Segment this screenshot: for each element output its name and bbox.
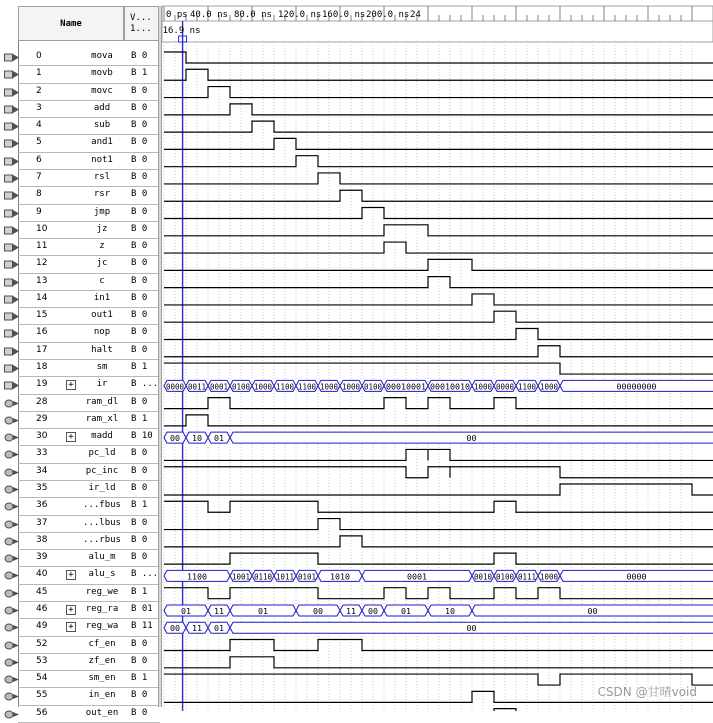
bus-value-label: 00010010 [430, 382, 471, 392]
output-pin-icon [4, 502, 18, 510]
signal-name: zf_en [88, 655, 116, 666]
input-pin-icon [4, 329, 18, 337]
waveform-trace [164, 449, 713, 460]
signal-name: rsr [93, 189, 111, 200]
signal-value: B 0 [131, 275, 148, 286]
output-bus-icon [4, 606, 18, 614]
signal-index: 54 [36, 673, 48, 684]
output-pin-icon [4, 554, 18, 562]
name-column-header[interactable] [18, 6, 124, 41]
signal-value: B ... [131, 569, 159, 580]
bus-value-label: 0000 [496, 382, 515, 392]
output-pin-icon [4, 399, 18, 407]
signal-value: B 0 [131, 85, 148, 96]
input-pin-icon [4, 53, 18, 61]
signal-name: in1 [93, 292, 111, 303]
signal-index: 1 [36, 68, 42, 79]
signal-index: 6 [36, 154, 42, 165]
signal-value: B 0 [131, 102, 148, 113]
signal-index: 35 [36, 483, 48, 493]
signal-index: 4 [36, 120, 42, 131]
input-pin-icon [4, 226, 18, 234]
output-bus-icon [4, 571, 18, 579]
input-bus-icon [4, 381, 18, 389]
bus-value-label: 00000000 [616, 382, 657, 392]
signal-name: in_en [88, 690, 116, 701]
bus-value-label: 0111 [518, 572, 537, 582]
signal-row[interactable] [0, 395, 163, 412]
signal-name: reg_wa [85, 621, 119, 632]
signal-index: 10 [36, 223, 48, 234]
signal-index: 55 [36, 690, 48, 701]
signal-name: ...lbus [83, 517, 121, 528]
time-tick-label: 160.0 ns [322, 10, 366, 20]
signal-name: ir_ld [88, 483, 116, 493]
signal-row[interactable] [0, 429, 163, 446]
signal-row[interactable] [0, 671, 163, 688]
signal-row[interactable] [0, 118, 163, 135]
output-pin-icon [4, 450, 18, 458]
signal-name: not1 [91, 154, 113, 165]
signal-index: 8 [36, 189, 42, 200]
signal-row[interactable] [0, 654, 163, 671]
signal-name: sm_en [88, 673, 116, 684]
signal-index: 14 [36, 292, 48, 303]
signal-row[interactable] [0, 533, 163, 550]
signal-row[interactable] [0, 308, 163, 325]
bus-value-label: 00 [466, 624, 477, 634]
bus-value-label: 0101 [298, 572, 317, 582]
waveform-trace [164, 87, 713, 98]
signal-row[interactable] [0, 619, 163, 636]
value-header-label-line2: 1... [130, 24, 152, 34]
signal-value: B 0 [131, 292, 148, 303]
expand-plus-icon[interactable]: + [66, 432, 76, 442]
signal-index: 7 [36, 171, 42, 182]
signal-name: ...fbus [83, 500, 121, 511]
signal-value: B 0 [131, 171, 148, 182]
signal-row[interactable] [0, 498, 163, 515]
signal-index: 9 [36, 206, 42, 217]
input-pin-icon [4, 347, 18, 355]
signal-row[interactable] [0, 256, 163, 273]
time-tick-label: 120.0 ns [278, 10, 322, 20]
signal-row[interactable] [0, 446, 163, 463]
bus-value-label: 10 [445, 606, 456, 616]
time-tick-label: 0 ps [166, 10, 188, 20]
signal-value: B 0 [131, 154, 148, 165]
output-bus-icon [4, 433, 18, 441]
signal-value: B 0 [131, 655, 148, 666]
signal-name: pc_inc [85, 465, 119, 476]
input-pin-icon [4, 70, 18, 78]
signal-index: 19 [36, 379, 48, 390]
bus-value-label: 00 [313, 606, 324, 616]
bus-value-label: 11 [192, 624, 203, 634]
signal-row[interactable] [0, 49, 163, 66]
expand-plus-icon[interactable]: + [66, 605, 76, 615]
bus-value-label: 01 [214, 624, 225, 634]
signal-value: B 1 [131, 673, 148, 684]
signal-index: 34 [36, 465, 48, 476]
signal-index: 29 [36, 413, 48, 424]
cursor-time-label: 16.9 ns [162, 26, 201, 36]
signal-name: madd [91, 431, 113, 442]
signal-name: alu_m [88, 552, 116, 563]
signal-index: 37 [36, 517, 48, 528]
signal-name: reg_we [85, 586, 119, 597]
bus-value-label: 1100 [187, 572, 208, 582]
signal-value: B 0 [131, 483, 148, 493]
signal-name: jz [96, 223, 108, 234]
bus-value-label: 1000 [540, 382, 559, 392]
input-pin-icon [4, 105, 18, 113]
signal-value: B 0 [131, 258, 148, 269]
signal-index: 17 [36, 344, 48, 355]
input-pin-icon [4, 157, 18, 165]
signal-row[interactable] [0, 222, 163, 239]
waveform-trace [164, 519, 713, 530]
bus-value-label: 1000 [254, 382, 273, 392]
signal-index: 49 [36, 621, 48, 632]
bus-value-label: 1100 [276, 382, 295, 392]
signal-name: ir [96, 379, 108, 390]
output-pin-icon [4, 692, 18, 700]
signal-value: B 0 [131, 120, 148, 131]
signal-name: alu_s [88, 569, 116, 580]
signal-index: 45 [36, 586, 48, 597]
signal-index: 52 [36, 638, 48, 649]
signal-index: 16 [36, 327, 48, 338]
value-header-label-line1: V... [130, 13, 152, 23]
signal-row[interactable] [0, 464, 163, 481]
output-pin-icon [4, 675, 18, 683]
signal-value: B 0 [131, 517, 148, 528]
signal-row[interactable] [0, 412, 163, 429]
signal-value: B 0 [131, 552, 148, 563]
signal-row[interactable] [0, 688, 163, 705]
output-pin-icon [4, 520, 18, 528]
signal-value: B 0 [131, 344, 148, 355]
signal-index: 2 [36, 85, 42, 96]
input-pin-icon [4, 174, 18, 182]
signal-name: z [99, 241, 105, 252]
input-pin-icon [4, 122, 18, 130]
bus-value-label: 1011 [276, 572, 295, 582]
signal-index: 39 [36, 552, 48, 563]
signal-row[interactable] [0, 602, 163, 619]
signal-index: 56 [36, 707, 48, 718]
signal-name: and1 [91, 137, 113, 148]
signal-row[interactable] [0, 135, 163, 152]
signal-row[interactable] [0, 101, 163, 118]
signal-row[interactable] [0, 343, 163, 360]
signal-name: movb [91, 68, 113, 79]
signal-name: jc [96, 258, 108, 269]
output-pin-icon [4, 485, 18, 493]
time-tick-label: 24 [410, 10, 421, 20]
signal-index: 15 [36, 310, 48, 321]
signal-value: B 0 [131, 396, 148, 407]
expand-plus-icon[interactable]: + [66, 380, 76, 390]
bus-value-label: 1010 [330, 572, 351, 582]
signal-index: 33 [36, 448, 48, 459]
signal-name: sub [93, 120, 111, 131]
signal-name: out1 [91, 310, 113, 321]
time-tick-label: 200.0 ns [366, 10, 410, 20]
signal-index: 0 [36, 51, 42, 61]
signal-value: B 0 [131, 137, 148, 148]
signal-name: halt [91, 344, 113, 355]
signal-name: ram_xl [85, 413, 119, 424]
signal-index: 46 [36, 603, 48, 614]
bus-value-label: 11 [214, 606, 225, 616]
bus-value-label: 1100 [518, 382, 537, 392]
signal-row[interactable] [0, 567, 163, 584]
signal-value: B 0 [131, 327, 148, 338]
bus-value-label: 0001 [407, 572, 428, 582]
signal-index: 3 [36, 102, 42, 113]
bus-value-label: 00 [368, 606, 379, 616]
bus-value-label: 1000 [320, 382, 339, 392]
signal-value: B 1 [131, 68, 148, 79]
waveform-viewer[interactable] [162, 0, 713, 711]
bus-value-label: 0010 [474, 572, 493, 582]
signal-value: B 0 [131, 534, 148, 545]
signal-index: 18 [36, 362, 48, 373]
signal-index: 13 [36, 275, 48, 286]
bus-value-label: 01 [214, 434, 225, 444]
signal-value: B 0 [131, 448, 148, 459]
bus-value-label: 11 [346, 606, 357, 616]
input-pin-icon [4, 260, 18, 268]
bus-value-label: 01 [401, 606, 412, 616]
signal-value: B 1 [131, 586, 148, 597]
expand-plus-icon[interactable]: + [66, 622, 76, 632]
signal-value: B 0 [131, 310, 148, 321]
signal-index: 53 [36, 655, 48, 666]
output-pin-icon [4, 641, 18, 649]
output-pin-icon [4, 416, 18, 424]
signal-value: B 01 [131, 603, 153, 614]
watermark-text: CSDN @甘晴void [597, 685, 697, 699]
output-bus-icon [4, 623, 18, 631]
output-pin-icon [4, 468, 18, 476]
signal-index: 28 [36, 396, 48, 407]
bus-value-label: 1100 [298, 382, 317, 392]
bus-value-label: 0001 [210, 382, 229, 392]
signal-value: B 0 [131, 707, 148, 718]
bus-value-label: 0100 [232, 382, 251, 392]
bus-value-label: 0100 [364, 382, 383, 392]
signal-row[interactable] [0, 187, 163, 204]
input-pin-icon [4, 139, 18, 147]
signal-name: sm [96, 362, 108, 373]
signal-index: 30 [36, 431, 48, 442]
signal-index: 38 [36, 534, 48, 545]
signal-row[interactable] [0, 291, 163, 308]
bus-value-label: 00010001 [386, 382, 427, 392]
bus-value-label: 1000 [474, 382, 493, 392]
signal-index: 11 [36, 241, 48, 252]
input-pin-icon [4, 88, 18, 96]
bus-value-label: 1000 [540, 572, 559, 582]
bus-value-label: 1001 [232, 572, 251, 582]
signal-row[interactable] [0, 637, 163, 654]
input-pin-icon [4, 243, 18, 251]
signal-row[interactable] [0, 360, 163, 377]
signal-name: c [99, 275, 105, 286]
signal-value: B 10 [131, 431, 153, 442]
signal-name: rsl [93, 171, 111, 182]
output-pin-icon [4, 658, 18, 666]
bus-value-label: 00 [170, 624, 181, 634]
bus-value-label: 00 [170, 434, 181, 444]
signal-value: B 11 [131, 621, 153, 632]
signal-row[interactable] [0, 205, 163, 222]
bus-value-label: 01 [181, 606, 192, 616]
bus-value-label: 01 [258, 606, 269, 616]
signal-name: ram_dl [85, 396, 119, 407]
time-tick-label: 40.0 ns [190, 10, 228, 20]
signal-row[interactable] [0, 325, 163, 342]
signal-index: 12 [36, 258, 48, 269]
input-pin-icon [4, 364, 18, 372]
signal-row[interactable] [0, 170, 163, 187]
signal-row[interactable] [0, 274, 163, 291]
signal-row[interactable] [0, 481, 163, 498]
signal-row[interactable] [0, 239, 163, 256]
signal-name: ...rbus [83, 534, 121, 545]
signal-name: jmp [93, 206, 111, 217]
signal-row[interactable] [0, 84, 163, 101]
bus-value-label: 1000 [342, 382, 361, 392]
signal-name: add [93, 102, 111, 113]
bus-value-label: 0100 [496, 572, 515, 582]
signal-value: B 0 [131, 206, 148, 217]
signal-name: nop [93, 327, 111, 338]
signal-value: B 0 [131, 223, 148, 234]
signal-name: reg_ra [85, 603, 119, 614]
value-column-header[interactable] [124, 6, 160, 41]
input-pin-icon [4, 295, 18, 303]
signal-value: B 1 [131, 500, 148, 511]
signal-row[interactable] [0, 516, 163, 533]
input-pin-icon [4, 278, 18, 286]
signal-value: B 0 [131, 241, 148, 252]
bus-value-label: 00 [587, 606, 598, 616]
signal-name: mova [91, 51, 113, 61]
output-pin-icon [4, 537, 18, 545]
signal-index: 5 [36, 137, 42, 148]
name-header-label: Name [60, 18, 82, 29]
time-tick-label: 80.0 ns [234, 10, 272, 20]
signal-index: 36 [36, 500, 48, 511]
signal-name: pc_ld [88, 448, 116, 459]
signal-value: B 0 [131, 189, 148, 200]
bus-value-label: 0000 [166, 382, 185, 392]
signal-value: B 1 [131, 413, 148, 424]
signal-name: cf_en [88, 638, 116, 649]
signal-value: B 0 [131, 638, 148, 649]
signal-name: movc [91, 85, 113, 96]
signal-value: B 0 [131, 51, 148, 61]
signal-row[interactable] [0, 706, 163, 723]
signal-value: B 0 [131, 465, 148, 476]
signal-row[interactable] [0, 66, 163, 83]
input-pin-icon [4, 312, 18, 320]
input-pin-icon [4, 191, 18, 199]
bus-value-label: 0110 [254, 572, 273, 582]
signal-row[interactable] [0, 153, 163, 170]
signal-value: B 1 [131, 362, 148, 373]
signal-value: B ... [131, 379, 159, 390]
bus-value-label: 10 [192, 434, 203, 444]
bus-value-label: 0011 [188, 382, 207, 392]
bus-value-label: 00 [466, 434, 477, 444]
signal-name: out_en [85, 707, 119, 718]
output-pin-icon [4, 589, 18, 597]
signal-row[interactable] [0, 550, 163, 567]
signal-index: 40 [36, 569, 48, 580]
signal-row[interactable] [0, 585, 163, 602]
signal-row[interactable] [0, 377, 163, 394]
input-pin-icon [4, 209, 18, 217]
expand-plus-icon[interactable]: + [66, 570, 76, 580]
bus-value-label: 0000 [626, 572, 647, 582]
signal-value: B 0 [131, 690, 148, 701]
